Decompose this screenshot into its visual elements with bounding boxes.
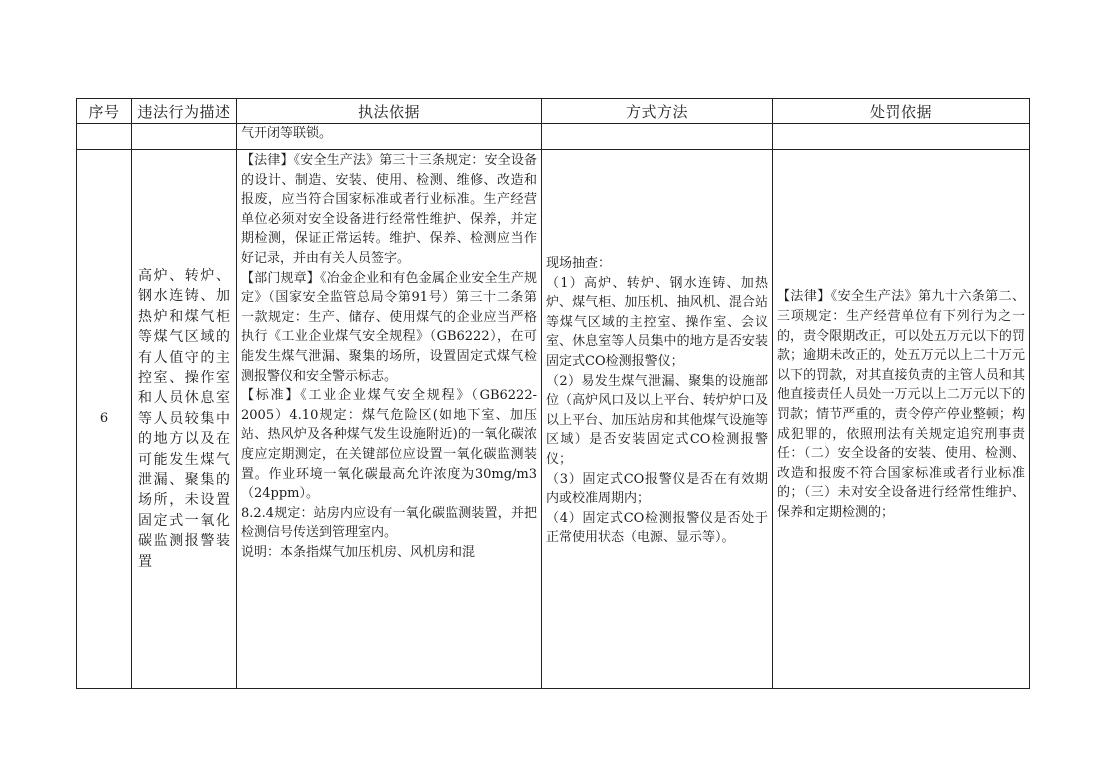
method-item-1: （1）高炉、转炉、钢水连铸、加热炉、煤气柜、加压机、抽风机、混合站等煤气区域的主控室、操作室、会议室、休息室等人员集中的地方是否安装固定式CO检测报警仪； bbox=[546, 275, 768, 370]
header-seq: 序号 bbox=[77, 99, 132, 124]
basis-regulation: 【部门规章】《冶金企业和有色金属企业安全生产规定》（国家安全监管总局令第91号）第三十二条第一款规定：生产、储存、使用煤气的企业应当严格执行《工业企业煤气安全规程》（GB6222），在可能发生煤气泄漏、聚集的场所，设置固定式煤气检测报警仪和安全警示标志。 bbox=[241, 270, 537, 384]
header-basis: 执法依据 bbox=[237, 99, 542, 124]
basis-standard: 【标准】《工业企业煤气安全规程》（GB6222-2005）4.10规定：煤气危险区(如地下室、加压站、热风炉及各种煤气发生设施附近)的一氧化碳浓度应定期测定，在关键部位应设置一氧化碳监测装置。作业环境一氧化碳最高允许浓度为30mg/m3（24ppm）。 bbox=[241, 388, 537, 502]
continued-method-cell bbox=[542, 124, 773, 150]
basis-clause: 8.2.4规定：站房内应设有一氧化碳监测装置，并把检测信号传送到管理室内。 bbox=[241, 505, 537, 541]
table-row bbox=[77, 150, 1030, 689]
header-penalty: 处罚依据 bbox=[773, 99, 1030, 124]
method-item-4: （4）固定式CO检测报警仪是否处于正常使用状态（电源、显示等）。 bbox=[546, 510, 768, 546]
method-item-3: （3）固定式CO报警仪是否在有效期内或校准周期内； bbox=[546, 471, 768, 507]
basis-note: 说明：本条指煤气加压机房、风机房和混 bbox=[241, 544, 476, 560]
basis-law: 【法律】《安全生产法》第三十三条规定：安全设备的设计、制造、安装、使用、检测、维修、改造和报废，应当符合国家标准或者行业标准。生产经营单位必须对安全设备进行经常性维护、保养，并定期检测，保证正常运转。维护、保养、检测应当作好记录，并由有关人员签字。 bbox=[241, 153, 537, 266]
continued-seq-cell bbox=[77, 124, 132, 150]
regulation-table bbox=[76, 98, 1030, 689]
method-item-2: （2）易发生煤气泄漏、聚集的设施部位（高炉风口及以上平台、转炉炉口及以上平台、加压站房和其他煤气设施等区域）是否安装固定式CO检测报警仪； bbox=[546, 373, 768, 467]
row-seq: 6 bbox=[77, 150, 132, 689]
row-basis bbox=[237, 150, 542, 689]
header-row bbox=[77, 99, 1030, 124]
continued-basis-cell: 气开闭等联锁。 bbox=[237, 124, 542, 150]
row-description: 高炉、转炉、钢水连铸、加热炉和煤气柜等煤气区域的有人值守的主控室、操作室和人员休息室等人员较集中的地方以及在可能发生煤气泄漏、聚集的场所，未设置固定式一氧化碳监测报警装置 bbox=[132, 150, 237, 689]
header-description: 违法行为描述 bbox=[132, 99, 237, 124]
row-method bbox=[542, 150, 773, 689]
continued-row bbox=[77, 124, 1030, 150]
continued-penalty-cell bbox=[773, 124, 1030, 150]
header-method: 方式方法 bbox=[542, 99, 773, 124]
method-intro: 现场抽查： bbox=[546, 256, 612, 272]
row-penalty: 【法律】《安全生产法》第九十六条第二、三项规定：生产经营单位有下列行为之一的，责令限期改正，可以处五万元以下的罚款；逾期未改正的，处五万元以上二十万元以下的罚款，对其直接负责的主管人员和其他直接责任人员处一万元以上二万元以下的罚款；情节严重的，责令停产停业整顿；构成犯罪的，依照刑法有关规定追究刑事责任：（二）安全设备的安装、使用、检测、改造和报废不符合国家标准或者行业标准的；（三）未对安全设备进行经常性维护、保养和定期检测的； bbox=[773, 150, 1030, 689]
continued-description-cell bbox=[132, 124, 237, 150]
